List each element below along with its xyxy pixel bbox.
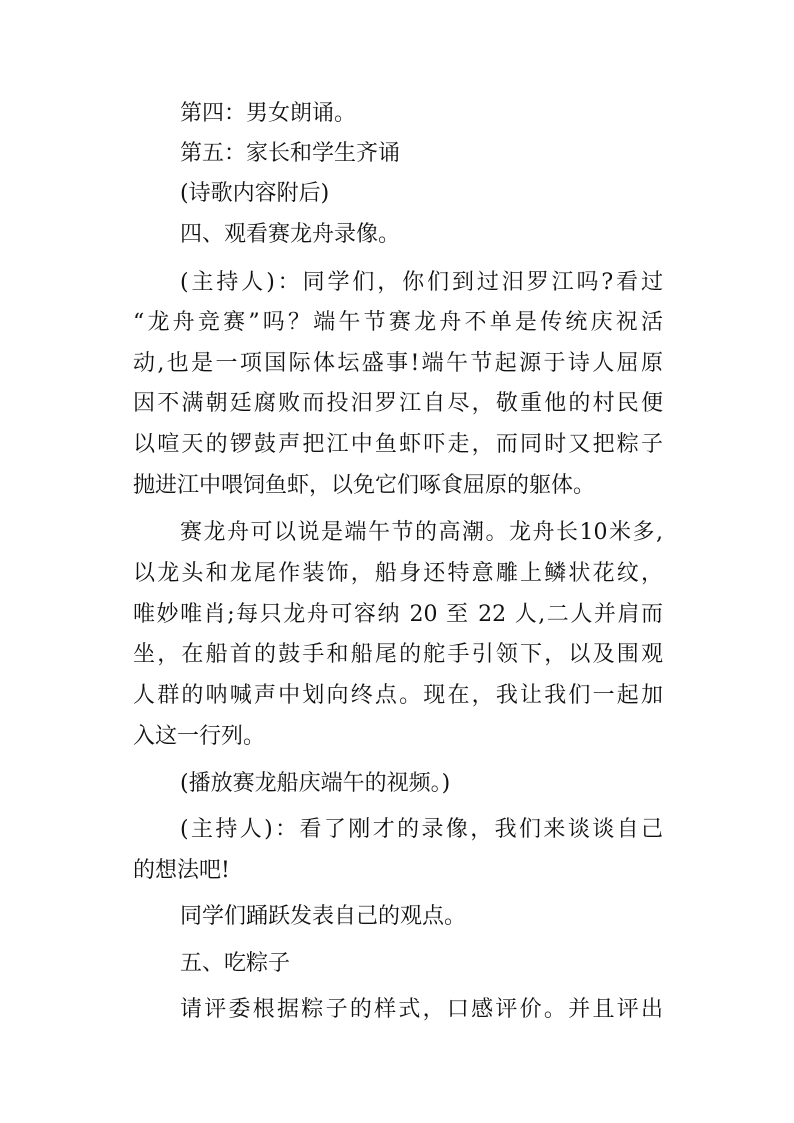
text-line: (播放赛龙船庆端午的视频。) <box>180 771 451 796</box>
text-line: 第五：家长和学生齐诵 <box>180 141 401 166</box>
text-line: 赛龙舟可以说是端午节的高潮。龙舟长10米多, <box>180 520 663 545</box>
text-line: 人群的呐喊声中划向终点。现在，我让我们一起加 <box>133 683 663 708</box>
text-line: “龙舟竞赛”吗？端午节赛龙舟不单是传统庆祝活 <box>133 310 663 335</box>
text-line: (诗歌内容附后) <box>180 181 330 206</box>
text-line: 坐，在船首的鼓手和船尾的舵手引领下，以及围观 <box>133 642 663 667</box>
text-line: 第四：男女朗诵。 <box>180 101 357 126</box>
text-line: 以喧天的锣鼓声把江中鱼虾吓走，而同时又把粽子 <box>133 432 663 457</box>
text-line: (主持人)：看了刚才的录像，我们来谈谈自己 <box>180 817 663 842</box>
text-line: 的想法吧! <box>133 858 230 883</box>
text-line: 同学们踊跃发表自己的观点。 <box>180 904 467 929</box>
text-line: 请评委根据粽子的样式，口感评价。并且评出 <box>180 997 663 1022</box>
text-line: (主持人)：同学们，你们到过汨罗江吗?看过 <box>180 270 663 295</box>
text-line: 因不满朝廷腐败而投汨罗江自尽，敬重他的村民便 <box>133 391 663 416</box>
text-line: 唯妙唯肖;每只龙舟可容纳 20 至 22 人,二人并肩而 <box>133 602 663 627</box>
section-heading: 五、吃粽子 <box>180 951 291 976</box>
text-line: 动,也是一项国际体坛盛事!端午节起源于诗人屈原 <box>133 351 663 376</box>
text-line: 抛进江中喂饲鱼虾，以免它们啄食屈原的躯体。 <box>133 473 596 498</box>
text-line: 以龙头和龙尾作装饰，船身还特意雕上鳞状花纹， <box>133 561 663 586</box>
text-line: 入这一行列。 <box>133 724 266 749</box>
section-heading: 四、观看赛龙舟录像。 <box>180 222 401 247</box>
